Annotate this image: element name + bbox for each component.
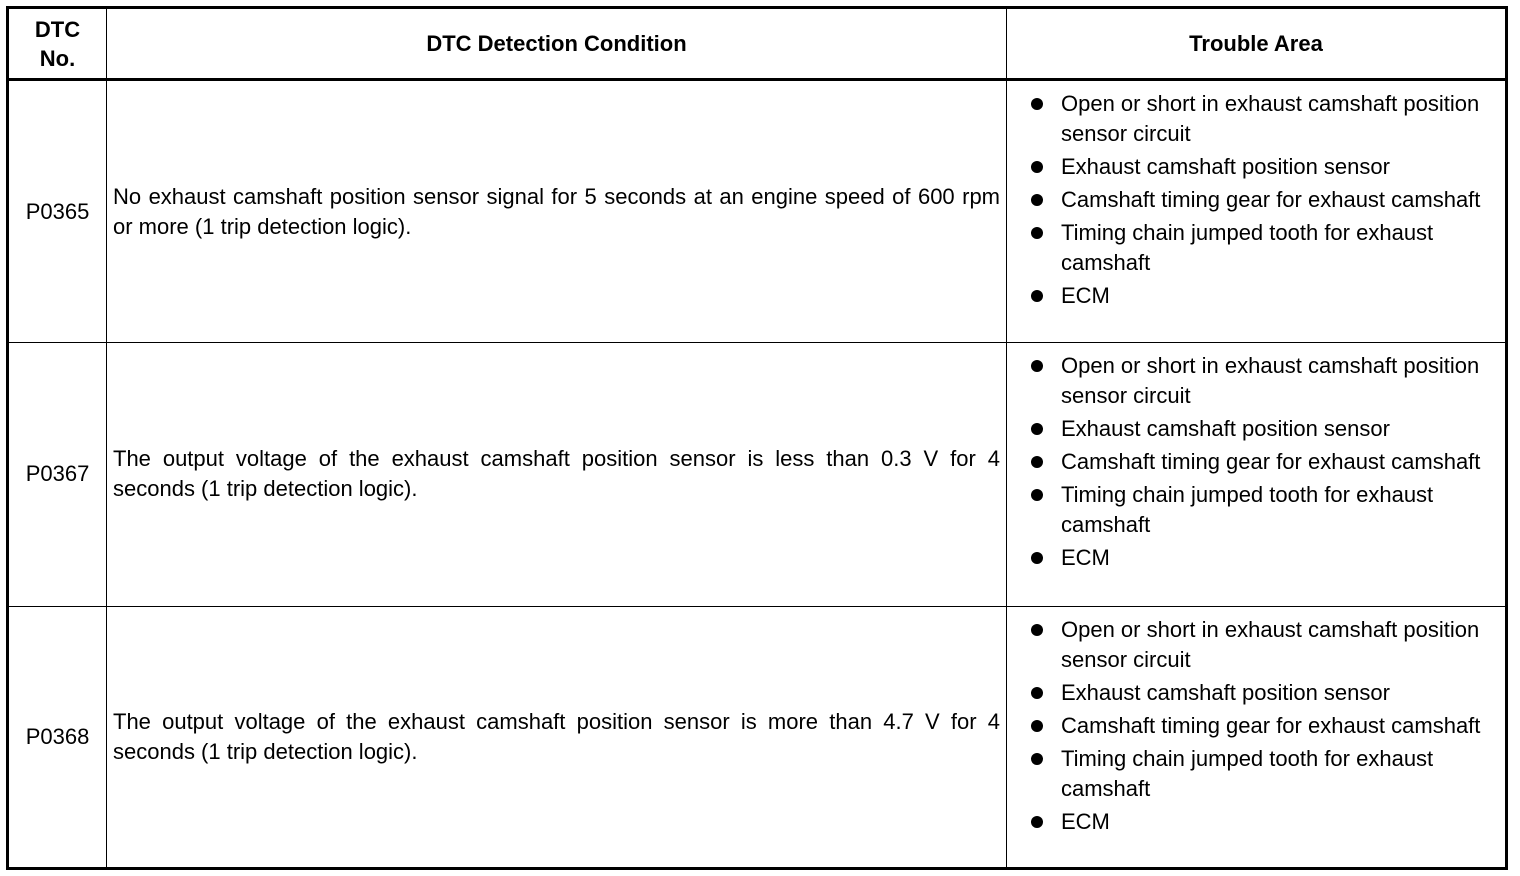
header-dtc-no-line2: No. [39, 45, 76, 71]
list-item [1031, 218, 1495, 278]
table-body [8, 80, 1507, 869]
trouble-area-text: ECM [1061, 808, 1110, 834]
bullet-icon [1031, 489, 1043, 501]
bullet-icon [1031, 290, 1043, 302]
trouble-area-text: Open or short in exhaust camshaft position sensor circuit [1061, 353, 1480, 409]
dtc-code: P0367 [8, 343, 107, 606]
header-dtc-no-line1: DTC [34, 16, 81, 42]
bullet-icon [1031, 423, 1043, 435]
dtc-code: P0365 [8, 80, 107, 343]
list-item [1031, 678, 1495, 708]
trouble-area-text: Open or short in exhaust camshaft position sensor circuit [1061, 616, 1480, 672]
dtc-code: P0368 [8, 606, 107, 868]
trouble-area-text: Timing chain jumped tooth for exhaust camshaft [1061, 220, 1434, 275]
bullet-icon [1031, 753, 1043, 765]
bullet-icon [1031, 360, 1043, 372]
detection-condition: No exhaust camshaft position sensor signal for 5 seconds at an engine speed of 600 rpm or more (1 trip detection logic). [107, 80, 1007, 343]
trouble-area-cell [1007, 80, 1507, 343]
bullet-icon [1031, 161, 1043, 173]
trouble-area-list [1031, 89, 1495, 311]
list-item [1031, 480, 1495, 540]
bullet-icon [1031, 720, 1043, 732]
trouble-area-text: ECM [1061, 283, 1110, 308]
bullet-icon [1031, 456, 1043, 468]
bullet-icon [1031, 227, 1043, 239]
list-item [1031, 744, 1495, 804]
bullet-icon [1031, 624, 1043, 636]
trouble-area-text: ECM [1061, 545, 1110, 571]
list-item [1031, 152, 1495, 182]
table-row [8, 343, 1507, 606]
trouble-area-cell [1007, 343, 1507, 606]
list-item [1031, 807, 1495, 837]
header-condition: DTC Detection Condition [107, 8, 1007, 80]
header-row [8, 8, 1507, 80]
bullet-icon [1031, 552, 1043, 564]
list-item [1031, 711, 1495, 741]
trouble-area-list [1031, 351, 1495, 573]
trouble-area-text: Timing chain jumped tooth for exhaust camshaft [1061, 745, 1434, 801]
table-row [8, 80, 1507, 343]
list-item [1031, 89, 1495, 149]
list-item [1031, 447, 1495, 477]
list-item [1031, 351, 1495, 411]
header-dtc-no [8, 8, 107, 80]
trouble-area-list [1031, 615, 1495, 837]
list-item [1031, 185, 1495, 215]
bullet-icon [1031, 194, 1043, 206]
list-item [1031, 543, 1495, 573]
trouble-area-text: Exhaust camshaft position sensor [1061, 154, 1390, 179]
header-trouble-area: Trouble Area [1007, 8, 1507, 80]
trouble-area-text: Timing chain jumped tooth for exhaust camshaft [1061, 482, 1434, 538]
list-item [1031, 414, 1495, 444]
trouble-area-text: Camshaft timing gear for exhaust camshaft [1061, 712, 1481, 738]
table-header [8, 8, 1507, 80]
trouble-area-text: Open or short in exhaust camshaft position sensor circuit [1061, 91, 1480, 146]
trouble-area-text: Camshaft timing gear for exhaust camshaft [1061, 449, 1481, 475]
bullet-icon [1031, 98, 1043, 110]
detection-condition: The output voltage of the exhaust camshaft position sensor is less than 0.3 V for 4 seconds (1 trip detection logic). [107, 343, 1007, 606]
list-item [1031, 615, 1495, 675]
bullet-icon [1031, 687, 1043, 699]
trouble-area-text: Exhaust camshaft position sensor [1061, 679, 1390, 705]
detection-condition: The output voltage of the exhaust camshaft position sensor is more than 4.7 V for 4 seconds (1 trip detection logic). [107, 606, 1007, 868]
bullet-icon [1031, 816, 1043, 828]
trouble-area-text: Camshaft timing gear for exhaust camshaft [1061, 187, 1481, 212]
trouble-area-text: Exhaust camshaft position sensor [1061, 416, 1390, 442]
dtc-table [6, 6, 1508, 870]
table-row [8, 606, 1507, 868]
list-item [1031, 281, 1495, 311]
trouble-area-cell [1007, 606, 1507, 868]
